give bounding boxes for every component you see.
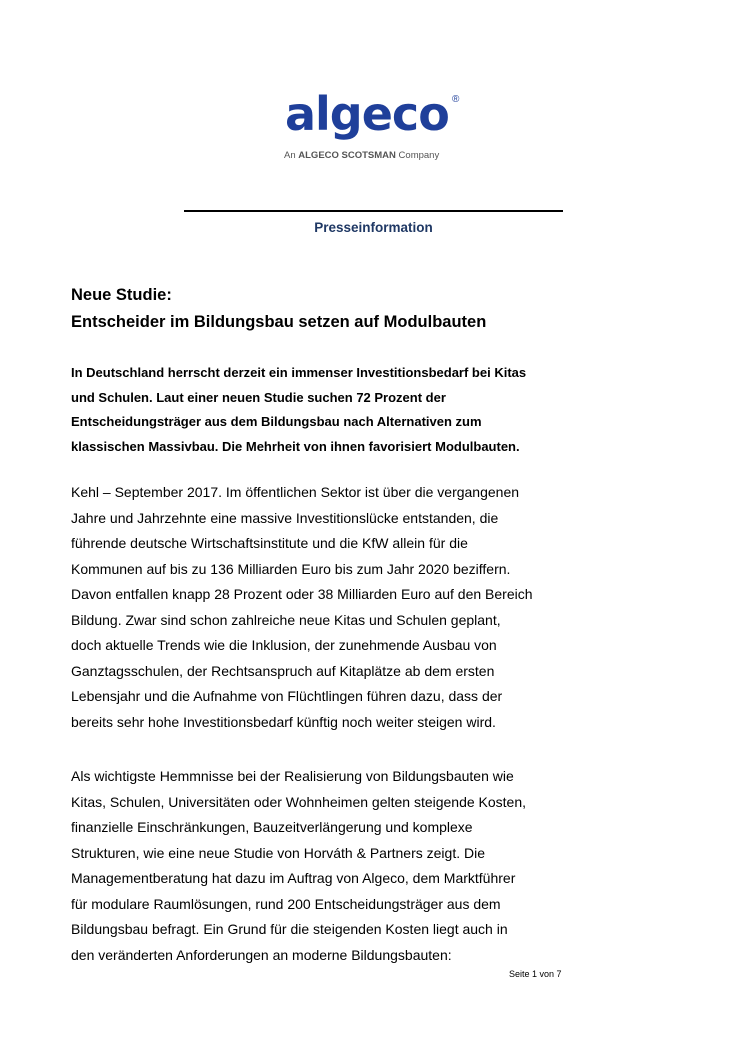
- lead-line: und Schulen. Laut einer neuen Studie suchen 72 Prozent der: [71, 389, 446, 405]
- body-paragraph-1: [71, 480, 591, 735]
- body-line: doch aktuelle Trends wie die Inklusion, der zunehmende Ausbau von: [71, 637, 497, 653]
- body-line: Kommunen auf bis zu 136 Milliarden Euro bis zum Jahr 2020 beziffern.: [71, 560, 511, 577]
- body-line: Strukturen, wie eine neue Studie von Horváth & Partners zeigt. Die: [71, 844, 485, 861]
- headline-line-1: Neue Studie:: [71, 286, 172, 304]
- tagline-suffix: Company: [398, 150, 440, 161]
- body-line: bereits sehr hohe Investitionsbedarf künftig noch weiter steigen wird.: [71, 713, 496, 730]
- body-paragraph-2: [71, 764, 591, 968]
- tagline-brand: ALGECO SCOTSMAN: [298, 150, 396, 161]
- lead-paragraph: [71, 361, 591, 459]
- body-line: Als wichtigste Hemmnisse bei der Realisierung von Bildungsbauten wie: [71, 768, 514, 784]
- body-line: Bildung. Zwar sind schon zahlreiche neue Kitas und Schulen geplant,: [71, 611, 501, 628]
- body-line: Kehl – September 2017. Im öffentlichen Sektor ist über die vergangenen: [71, 484, 520, 500]
- document-type-label: Presseinformation: [314, 220, 433, 235]
- header-divider: [184, 210, 563, 212]
- body-line: Jahre und Jahrzehnte eine massive Investitionslücke entstanden, die: [71, 509, 499, 526]
- body-line: für modulare Raumlösungen, rund 200 Entscheidungsträger aus dem: [71, 895, 501, 912]
- lead-line: klassischen Massivbau. Die Mehrheit von ihnen favorisiert Modulbauten.: [71, 438, 520, 454]
- body-line: Lebensjahr und die Aufnahme von Flüchtlingen führen dazu, dass der: [71, 688, 503, 704]
- lead-line: Entscheidungsträger aus dem Bildungsbau nach Alternativen zum: [71, 414, 482, 429]
- body-line: Davon entfallen knapp 28 Prozent oder 38 Milliarden Euro auf den Bereich: [71, 586, 533, 602]
- body-line: Ganztagsschulen, der Rechtsanspruch auf Kitaplätze ab dem ersten: [71, 662, 495, 679]
- registered-mark: ®: [452, 94, 460, 105]
- logo-tagline: [284, 150, 474, 161]
- body-line: Bildungsbau befragt. Ein Grund für die steigenden Kosten liegt auch in: [71, 921, 508, 937]
- logo-wordmark: algeco: [285, 87, 449, 141]
- company-logo: [284, 87, 474, 164]
- document-headline: [71, 282, 671, 336]
- body-line: Managementberatung hat dazu im Auftrag von Algeco, dem Marktführer: [71, 870, 516, 886]
- headline-line-2: Entscheider im Bildungsbau setzen auf Modulbauten: [71, 313, 487, 331]
- tagline-prefix: An: [284, 150, 296, 161]
- body-line: finanzielle Einschränkungen, Bauzeitverlängerung und komplexe: [71, 819, 473, 835]
- body-line: führende deutsche Wirtschaftsinstitute und die KfW allein für die: [71, 535, 468, 551]
- page-number: Seite 1 von 7: [509, 969, 562, 979]
- body-line: Kitas, Schulen, Universitäten oder Wohnheimen gelten steigende Kosten,: [71, 793, 527, 810]
- lead-line: In Deutschland herrscht derzeit ein immenser Investitionsbedarf bei Kitas: [71, 365, 527, 380]
- body-line: den veränderten Anforderungen an moderne Bildungsbauten:: [71, 946, 452, 963]
